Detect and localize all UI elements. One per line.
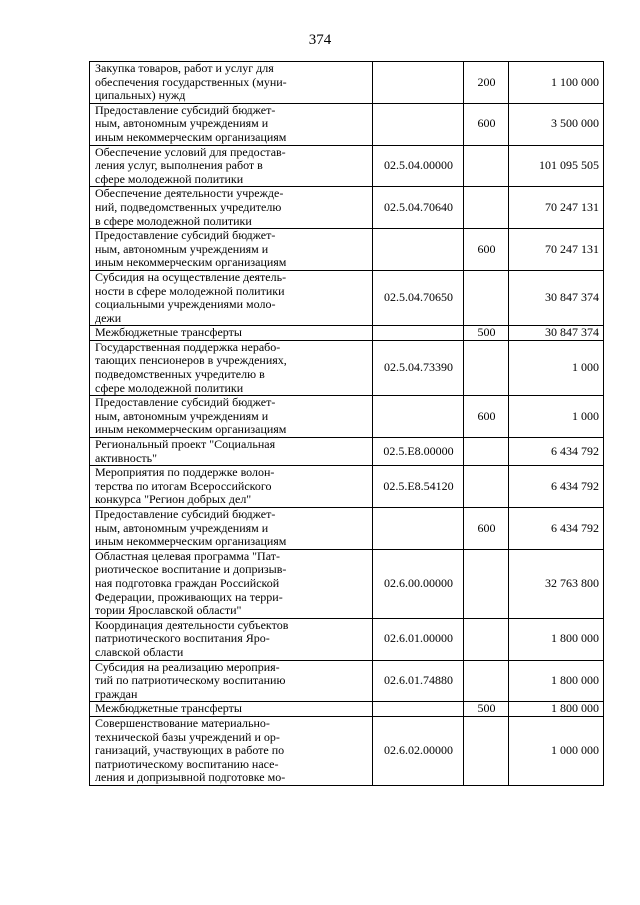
row-type-cell (464, 340, 509, 395)
row-name-line: иным некоммерческим организациям (95, 129, 287, 144)
row-name-line: тории Ярославской области" (95, 603, 242, 618)
row-type-cell (464, 660, 509, 702)
row-name-line: риотическое воспитание и допризыв- (95, 562, 287, 577)
row-code-cell: 02.6.01.74880 (373, 660, 464, 702)
row-name-line: конкурса "Регион добрых дел" (95, 492, 252, 507)
row-code-cell: 02.5.04.70640 (373, 187, 464, 229)
row-amount-cell: 30 847 374 (509, 270, 604, 325)
row-name-line: Предоставление субсидий бюджет- (95, 228, 276, 243)
row-type-cell (464, 145, 509, 187)
table-row (90, 702, 604, 717)
row-amount-cell: 6 434 792 (509, 508, 604, 550)
row-amount-cell: 101 095 505 (509, 145, 604, 187)
row-name-line: славской области (95, 644, 184, 659)
row-name-cell (90, 660, 373, 702)
row-name-line: граждан (95, 686, 138, 701)
row-name-line: Федерации, проживающих на терри- (95, 589, 283, 604)
row-name-line: Мероприятия по поддержке волон- (95, 465, 275, 480)
row-name-line: сфере молодежной политики (95, 171, 244, 186)
row-name-line: сфере молодежной политики (95, 380, 244, 395)
row-amount-cell: 6 434 792 (509, 438, 604, 466)
row-type-cell (464, 618, 509, 660)
row-name-line: дежи (95, 310, 122, 325)
row-name-cell (90, 466, 373, 508)
row-name-line: Субсидия на реализацию мероприя- (95, 660, 280, 674)
row-name-line: социальными учреждениями моло- (95, 297, 276, 312)
row-type-cell: 200 (464, 62, 509, 104)
table-row (90, 229, 604, 271)
row-amount-cell: 70 247 131 (509, 187, 604, 229)
row-name-line: ности в сфере молодежной политики (95, 283, 285, 298)
row-name-cell (90, 702, 373, 717)
row-code-cell: 02.5.04.70650 (373, 270, 464, 325)
row-name-cell (90, 187, 373, 229)
row-code-cell (373, 702, 464, 717)
row-name-line: Совершенствование материально- (95, 716, 270, 730)
row-name-cell (90, 549, 373, 618)
row-name-line: иным некоммерческим организациям (95, 534, 287, 549)
table-row (90, 103, 604, 145)
table-row (90, 549, 604, 618)
row-amount-cell: 1 800 000 (509, 702, 604, 717)
table-row (90, 618, 604, 660)
row-name-line: ления и допризывной подготовке мо- (95, 770, 286, 785)
row-name-line: Субсидия на осуществление деятель- (95, 270, 287, 284)
row-code-cell (373, 396, 464, 438)
row-name-line: иным некоммерческим организациям (95, 255, 287, 270)
row-type-cell: 600 (464, 396, 509, 438)
row-type-cell (464, 270, 509, 325)
table-row (90, 62, 604, 104)
row-name-line: активность" (95, 450, 157, 465)
row-name-line: ципальных) нужд (95, 88, 186, 103)
row-code-cell: 02.5.Е8.54120 (373, 466, 464, 508)
row-name-line: Предоставление субсидий бюджет- (95, 103, 276, 117)
table-row (90, 508, 604, 550)
row-code-cell (373, 62, 464, 104)
row-type-cell: 600 (464, 229, 509, 271)
row-name-cell (90, 340, 373, 395)
row-name-line: ным, автономным учреждениям и (95, 408, 269, 423)
row-name-line: ления услуг, выполнения работ в (95, 158, 263, 173)
budget-table-body (90, 62, 604, 786)
row-name-line: ная подготовка граждан Российской (95, 575, 280, 590)
row-name-cell (90, 438, 373, 466)
row-name-line: тий по патриотическому воспитанию (95, 673, 286, 688)
row-code-cell: 02.6.02.00000 (373, 716, 464, 785)
row-amount-cell: 1 800 000 (509, 618, 604, 660)
row-amount-cell: 1 800 000 (509, 660, 604, 702)
row-name-line: Предоставление субсидий бюджет- (95, 395, 276, 410)
row-name-line: ным, автономным учреждениям и (95, 116, 269, 131)
row-name-cell (90, 396, 373, 438)
row-amount-cell: 1 100 000 (509, 62, 604, 104)
row-name-line: Межбюджетные трансферты (95, 325, 242, 340)
row-code-cell (373, 326, 464, 341)
table-row (90, 340, 604, 395)
row-code-cell: 02.5.Е8.00000 (373, 438, 464, 466)
row-name-cell (90, 145, 373, 187)
table-row (90, 145, 604, 187)
row-name-cell (90, 716, 373, 785)
row-name-line: ний, подведомственных учредителю (95, 199, 282, 214)
row-name-line: ным, автономным учреждениям и (95, 520, 269, 535)
row-name-cell (90, 62, 373, 104)
table-row (90, 716, 604, 785)
row-name-line: иным некоммерческим организациям (95, 422, 287, 437)
row-amount-cell: 30 847 374 (509, 326, 604, 341)
row-name-cell (90, 270, 373, 325)
row-name-line: технической базы учреждений и ор- (95, 729, 280, 744)
row-name-line: Межбюджетные трансферты (95, 701, 242, 716)
row-name-line: Обеспечение деятельности учрежде- (95, 186, 284, 201)
row-name-cell (90, 103, 373, 145)
row-code-cell: 02.6.00.00000 (373, 549, 464, 618)
row-name-line: Региональный проект "Социальная (95, 437, 276, 452)
row-code-cell (373, 103, 464, 145)
row-type-cell: 500 (464, 702, 509, 717)
row-code-cell (373, 229, 464, 271)
row-amount-cell: 1 000 000 (509, 716, 604, 785)
row-name-line: ным, автономным учреждениям и (95, 241, 269, 256)
row-code-cell (373, 508, 464, 550)
table-row (90, 326, 604, 341)
row-type-cell (464, 716, 509, 785)
table-row (90, 466, 604, 508)
row-amount-cell: 32 763 800 (509, 549, 604, 618)
row-name-line: Предоставление субсидий бюджет- (95, 507, 276, 521)
row-name-line: Координация деятельности субъектов (95, 618, 289, 632)
row-name-line: обеспечения государственных (муни- (95, 74, 287, 89)
row-type-cell (464, 549, 509, 618)
page-number: 374 (308, 32, 332, 48)
table-row (90, 270, 604, 325)
table-row (90, 660, 604, 702)
table-row (90, 187, 604, 229)
row-name-cell (90, 229, 373, 271)
row-type-cell: 600 (464, 508, 509, 550)
row-code-cell: 02.6.01.00000 (373, 618, 464, 660)
row-type-cell: 500 (464, 326, 509, 341)
row-name-cell (90, 508, 373, 550)
row-name-line: патриотического воспитания Яро- (95, 631, 270, 646)
row-name-line: терства по итогам Всероссийского (95, 478, 272, 493)
row-name-cell (90, 618, 373, 660)
budget-table (89, 61, 604, 786)
row-name-line: Областная целевая программа "Пат- (95, 549, 280, 563)
row-name-line: Государственная поддержка нерабо- (95, 340, 281, 354)
row-type-cell (464, 187, 509, 229)
row-name-line: в сфере молодежной политики (95, 213, 252, 228)
row-code-cell: 02.5.04.73390 (373, 340, 464, 395)
row-name-line: подведомственных учредителю в (95, 367, 265, 382)
row-amount-cell: 3 500 000 (509, 103, 604, 145)
row-amount-cell: 1 000 (509, 396, 604, 438)
row-name-line: ганизаций, участвующих в работе по (95, 743, 285, 758)
row-name-line: патриотическому воспитанию насе- (95, 756, 279, 771)
row-name-line: Закупка товаров, работ и услуг для (95, 61, 274, 75)
table-row (90, 438, 604, 466)
row-name-line: тающих пенсионеров в учреждениях, (95, 353, 287, 368)
row-type-cell (464, 438, 509, 466)
row-amount-cell: 1 000 (509, 340, 604, 395)
row-name-cell (90, 326, 373, 341)
row-code-cell: 02.5.04.00000 (373, 145, 464, 187)
table-row (90, 396, 604, 438)
row-amount-cell: 70 247 131 (509, 229, 604, 271)
row-amount-cell: 6 434 792 (509, 466, 604, 508)
row-name-line: Обеспечение условий для предостав- (95, 145, 286, 159)
row-type-cell (464, 466, 509, 508)
row-type-cell: 600 (464, 103, 509, 145)
